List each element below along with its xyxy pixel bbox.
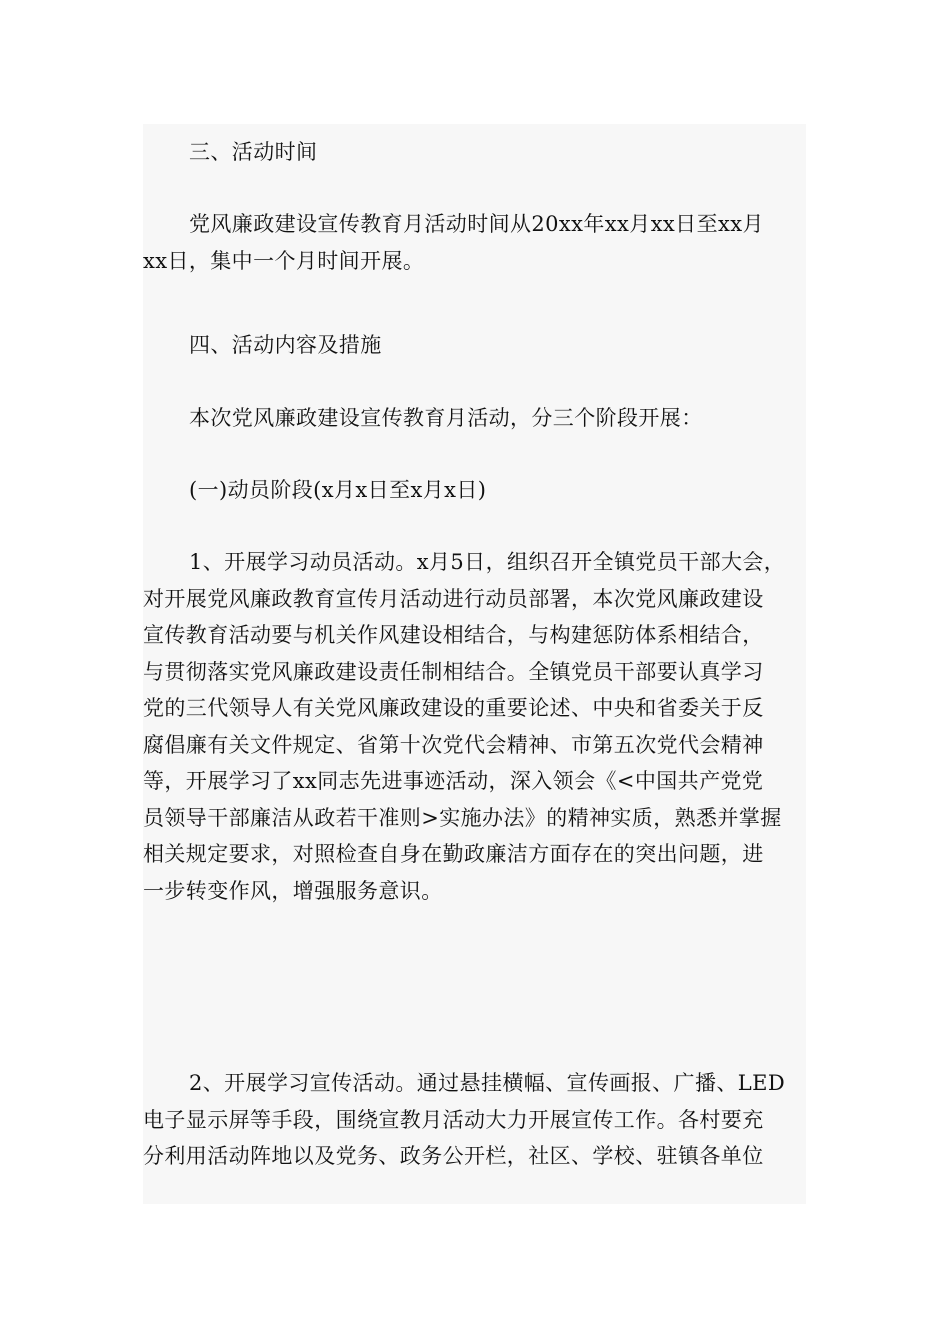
body-line: 员领导干部廉洁从政若干准则>实施办法》的精神实质，熟悉并掌握 — [143, 805, 782, 830]
body-line: 相关规定要求，对照检查自身在勤政廉洁方面存在的突出问题，进 — [143, 842, 764, 866]
section3-body — [143, 206, 806, 279]
body-line: 党的三代领导人有关党风廉政建设的重要论述、中央和省委关于反 — [143, 696, 764, 720]
body-line: 腐倡廉有关文件规定、省第十次党代会精神、市第五次党代会精神 — [143, 732, 764, 757]
body-line: 2、开展学习宣传活动。通过悬挂横幅、宣传画报、广播、LED — [189, 1071, 786, 1095]
body-line: 党风廉政建设宣传教育月活动时间从20xx年xx月xx日至xx月 — [189, 212, 764, 236]
body-line: 一步转变作风，增强服务意识。 — [143, 878, 443, 903]
section4-intro: 本次党风廉政建设宣传教育月活动，分三个阶段开展： — [189, 406, 703, 430]
body-line: 对开展党风廉政教育宣传月活动进行动员部署，本次党风廉政建设 — [143, 586, 764, 611]
section3-heading: 三、活动时间 — [189, 140, 318, 164]
item1-paragraph — [143, 544, 806, 909]
body-line: 1、开展学习动员活动。x月5日，组织召开全镇党员干部大会， — [189, 550, 786, 574]
body-line: 宣传教育活动要与机关作风建设相结合，与构建惩防体系相结合， — [143, 623, 764, 647]
section4-heading: 四、活动内容及措施 — [189, 333, 382, 357]
body-line: 与贯彻落实党风廉政建设责任制相结合。全镇党员干部要认真学习 — [143, 659, 764, 684]
body-line: xx日，集中一个月时间开展。 — [143, 248, 425, 273]
stage1-heading: (一)动员阶段(x月x日至x月x日) — [189, 478, 487, 502]
body-line: 分利用活动阵地以及党务、政务公开栏，社区、学校、驻镇各单位 — [143, 1144, 764, 1168]
body-line: 等，开展学习了xx同志先进事迹活动，深入领会《<中国共产党党 — [143, 769, 764, 793]
item2-paragraph — [143, 1065, 806, 1175]
body-line: 电子显示屏等手段，围绕宣教月活动大力开展宣传工作。各村要充 — [143, 1107, 764, 1132]
